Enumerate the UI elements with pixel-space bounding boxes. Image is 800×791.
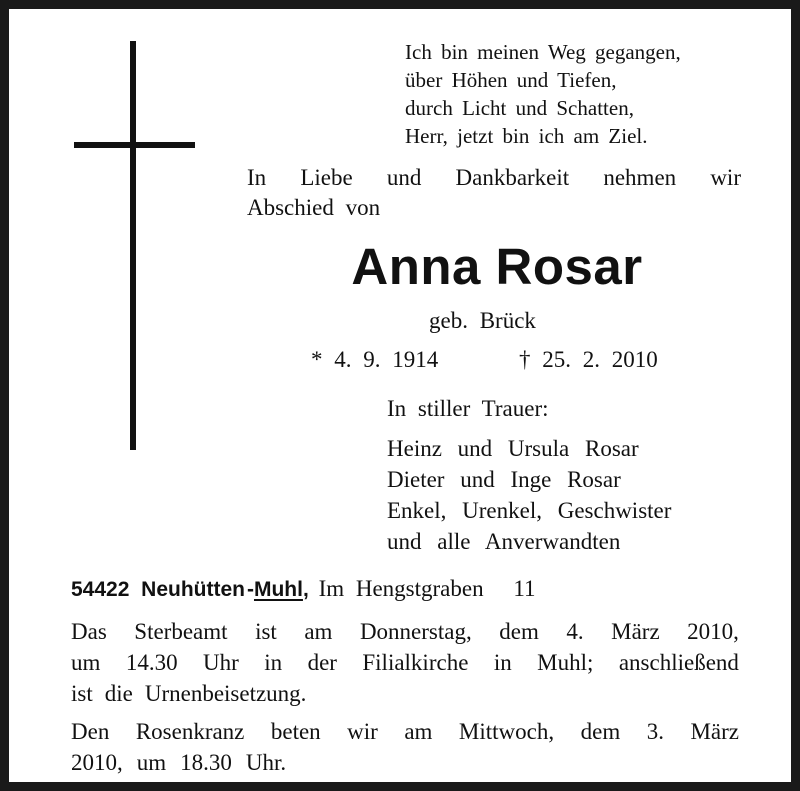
word: 2010, [71, 750, 123, 775]
word: Liebe [300, 165, 353, 190]
word: anschließend [618, 650, 739, 675]
service-info [71, 616, 739, 709]
word: Donnerstag, [359, 619, 472, 644]
service-line-3 [71, 678, 739, 709]
word: Muhl; [537, 650, 594, 675]
poem-line: Ich bin meinen Weg gegangen, [405, 40, 681, 64]
word: wir [347, 719, 378, 744]
word: der [307, 650, 337, 675]
intro-line-1 [247, 163, 741, 193]
word: Mittwoch, [458, 719, 555, 744]
word: Sterbeamt [134, 619, 228, 644]
word: Rosenkranz [135, 719, 245, 744]
word: ist [255, 619, 277, 644]
comma: , [302, 578, 309, 601]
word: um [136, 750, 167, 775]
word: nehmen [603, 165, 677, 190]
poem-line: Herr, jetzt bin ich am Ziel. [405, 124, 648, 148]
death-date: † 25. 2. 2010 [519, 347, 658, 372]
word: 4. [566, 619, 584, 644]
intro-text [247, 163, 741, 223]
word: wir [710, 165, 741, 190]
word: Uhr. [245, 750, 287, 775]
word: am [404, 719, 433, 744]
word: Urnenbeisetzung. [144, 681, 307, 706]
word: Uhr [203, 650, 239, 675]
word: Filialkirche [362, 650, 469, 675]
service-line-1 [71, 616, 739, 647]
mourner: und alle Anverwandten [387, 529, 621, 554]
word: Dankbarkeit [455, 165, 570, 190]
intro-line-2: Abschied von [247, 195, 381, 220]
word: 3. [646, 719, 664, 744]
poem-line: über Höhen und Tiefen, [405, 68, 617, 92]
word: und [386, 165, 422, 190]
word: März [611, 619, 660, 644]
word: dem [580, 719, 621, 744]
town: Neuhütten [141, 578, 245, 601]
address [71, 574, 536, 605]
word: am [304, 619, 333, 644]
separator: - [246, 578, 254, 601]
word: dem [499, 619, 539, 644]
word: um [71, 650, 101, 675]
mourner: Enkel, Urenkel, Geschwister [387, 498, 672, 523]
word: beten [270, 719, 321, 744]
mourner: Dieter und Inge Rosar [387, 467, 621, 492]
mourners-list [387, 433, 671, 557]
word: in [493, 650, 512, 675]
word: 2010, [687, 619, 739, 644]
rosary-line-2 [71, 747, 739, 778]
word: 14.30 [125, 650, 178, 675]
maiden-name: geb. Brück [429, 308, 536, 333]
word: Den [71, 719, 110, 744]
word: März [690, 719, 739, 744]
birth-date: * 4. 9. 1914 [311, 347, 439, 372]
word: ist [71, 681, 93, 706]
poem-line: durch Licht und Schatten, [405, 96, 634, 120]
word: In [247, 165, 267, 190]
house-number: 11 [513, 576, 536, 601]
zip-code: 54422 [71, 578, 130, 601]
mourning-heading: In stiller Trauer: [387, 396, 549, 421]
mourner: Heinz und Ursula Rosar [387, 436, 639, 461]
deceased-name: Anna Rosar [351, 238, 643, 295]
cross-icon-crossbar [74, 142, 195, 148]
word: die [104, 681, 133, 706]
rosary-line-1 [71, 716, 739, 747]
street: Im Hengstgraben [318, 576, 484, 601]
word: Das [71, 619, 107, 644]
rosary-info [71, 716, 739, 778]
service-line-2 [71, 647, 739, 678]
word: in [264, 650, 283, 675]
poem [405, 38, 681, 150]
district: Muhl [253, 578, 303, 601]
word: 18.30 [180, 750, 232, 775]
